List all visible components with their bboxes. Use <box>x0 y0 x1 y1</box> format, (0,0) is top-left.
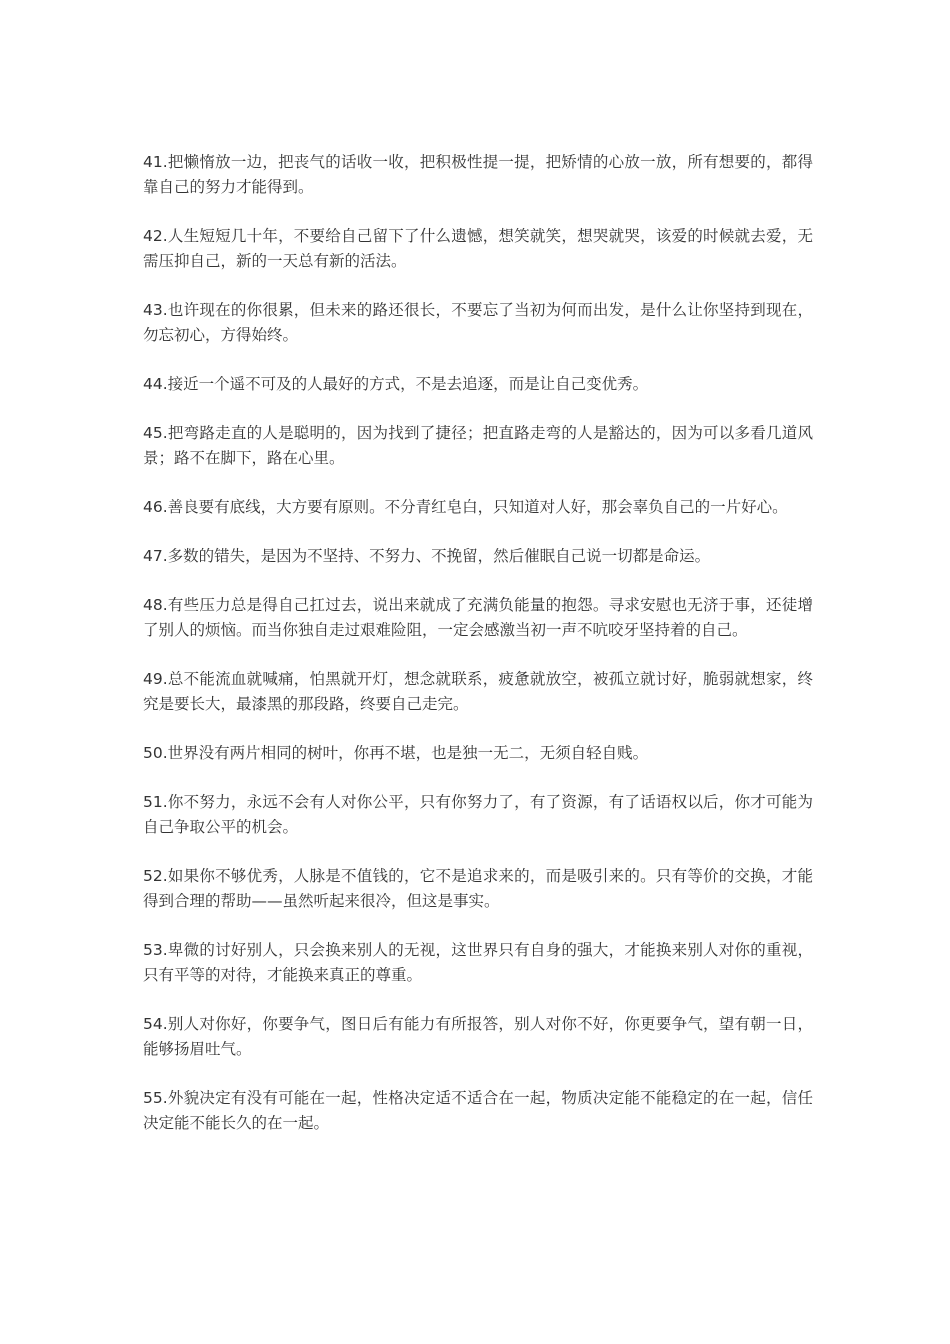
paragraph-52: 52.如果你不够优秀，人脉是不值钱的，它不是追求来的，而是吸引来的。只有等价的交换，才能得到合理的帮助——虽然听起来很冷，但这是事实。 <box>143 867 813 910</box>
paragraph-49: 49.总不能流血就喊痛，怕黑就开灯，想念就联系，疲惫就放空，被孤立就讨好，脆弱就想家，终究是要长大，最漆黑的那段路，终要自己走完。 <box>143 670 813 713</box>
paragraph-50: 50.世界没有两片相同的树叶，你再不堪，也是独一无二，无须自轻自贱。 <box>143 744 649 762</box>
paragraph-44: 44.接近一个遥不可及的人最好的方式，不是去追逐，而是让自己变优秀。 <box>143 375 649 393</box>
paragraph-42: 42.人生短短几十年，不要给自己留下了什么遗憾，想笑就笑，想哭就哭，该爱的时候就去爱，无需压抑自己，新的一天总有新的活法。 <box>143 227 813 270</box>
paragraph-48: 48.有些压力总是得自己扛过去，说出来就成了充满负能量的抱怨。寻求安慰也无济于事，还徒增了别人的烦恼。而当你独自走过艰难险阻，一定会感激当初一声不吭咬牙坚持着的自己。 <box>143 596 813 639</box>
paragraph-45: 45.把弯路走直的人是聪明的，因为找到了捷径；把直路走弯的人是豁达的，因为可以多看几道风景；路不在脚下，路在心里。 <box>143 424 813 467</box>
paragraph-41: 41.把懒惰放一边，把丧气的话收一收，把积极性提一提，把矫情的心放一放，所有想要的，都得靠自己的努力才能得到。 <box>143 153 813 196</box>
paragraph-51: 51.你不努力，永远不会有人对你公平，只有你努力了，有了资源，有了话语权以后，你才可能为自己争取公平的机会。 <box>143 793 813 836</box>
paragraph-54: 54.别人对你好，你要争气，图日后有能力有所报答，别人对你不好，你更要争气，望有朝一日，能够扬眉吐气。 <box>143 1015 813 1058</box>
paragraph-53: 53.卑微的讨好别人，只会换来别人的无视，这世界只有自身的强大，才能换来别人对你的重视，只有平等的对待，才能换来真正的尊重。 <box>143 941 813 984</box>
paragraph-43: 43.也许现在的你很累，但未来的路还很长，不要忘了当初为何而出发，是什么让你坚持到现在，勿忘初心，方得始终。 <box>143 301 813 344</box>
paragraph-55: 55.外貌决定有没有可能在一起，性格决定适不适合在一起，物质决定能不能稳定的在一起，信任决定能不能长久的在一起。 <box>143 1089 813 1132</box>
paragraph-47: 47.多数的错失，是因为不坚持、不努力、不挽留，然后催眠自己说一切都是命运。 <box>143 547 711 565</box>
paragraph-46: 46.善良要有底线，大方要有原则。不分青红皂白，只知道对人好，那会辜负自己的一片好心。 <box>143 498 788 516</box>
document-body <box>143 150 813 1160</box>
